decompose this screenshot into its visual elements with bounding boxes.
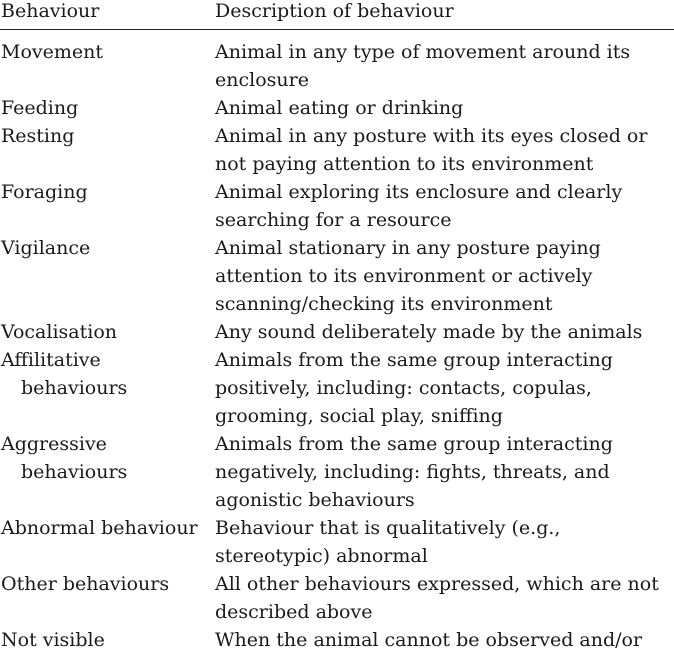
description-cell: Animal in any posture with its eyes closed or not paying attention to its environment (215, 125, 648, 175)
behaviour-cell: Movement (1, 41, 104, 63)
table-row (0, 430, 674, 514)
description-cell: Animal in any type of movement around its enclosure (215, 41, 631, 91)
description-cell: Animals from the same group interacting negatively, including: fights, threats, and agonistic behaviours (215, 433, 613, 511)
table-row (0, 234, 674, 318)
description-cell: When the animal cannot be observed and/or (215, 629, 643, 651)
table-row (0, 178, 674, 234)
description-cell: Behaviour that is qualitatively (e.g., stereotypic) abnormal (215, 517, 561, 567)
table-row (0, 94, 674, 122)
description-cell: Animal stationary in any posture paying attention to its environment or actively scanning/checking its environment (215, 237, 601, 315)
behaviour-cell: Resting (1, 125, 75, 147)
header-behaviour: Behaviour (1, 0, 100, 22)
behaviour-cell: Vocalisation (1, 321, 118, 343)
table-row (0, 626, 674, 654)
description-cell: Animals from the same group interacting positively, including: contacts, copulas, grooming, social play, sniffing (215, 349, 613, 427)
behaviour-cell: Affilitative behaviours (1, 349, 128, 399)
table-body (0, 38, 674, 654)
behaviour-cell: Aggressive behaviours (1, 433, 128, 483)
behaviour-cell: Other behaviours (1, 573, 170, 595)
table-row (0, 346, 674, 430)
behaviour-cell: Feeding (1, 97, 79, 119)
table-row (0, 318, 674, 346)
table-row (0, 38, 674, 94)
table-row (0, 570, 674, 626)
behaviour-cell: Foraging (1, 181, 88, 203)
table-row (0, 122, 674, 178)
header-description: Description of behaviour (215, 0, 454, 22)
description-cell: All other behaviours expressed, which are not described above (215, 573, 659, 623)
behaviour-cell: Vigilance (1, 237, 91, 259)
description-cell: Any sound deliberately made by the animals (215, 321, 643, 343)
table-header (0, 0, 674, 30)
description-cell: Animal exploring its enclosure and clearly searching for a resource (215, 181, 623, 231)
behaviour-cell: Abnormal behaviour (1, 517, 198, 539)
behaviour-cell: Not visible (1, 629, 105, 651)
description-cell: Animal eating or drinking (215, 97, 464, 119)
table-row (0, 514, 674, 570)
